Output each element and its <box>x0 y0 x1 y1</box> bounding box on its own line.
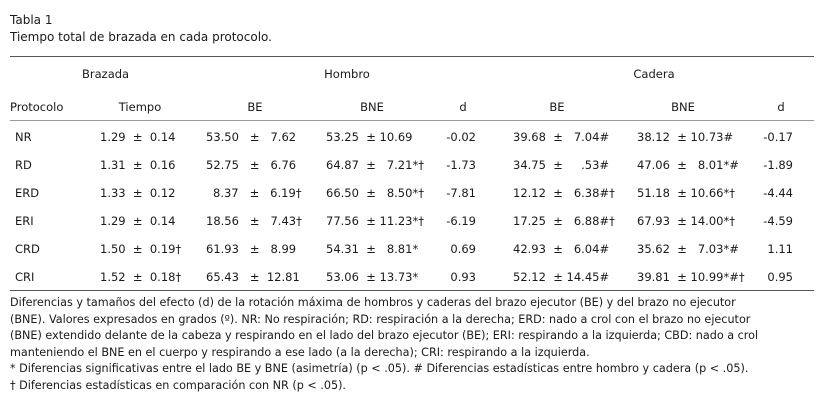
col-header-hombro-d: d <box>459 100 467 114</box>
cadera-bne-cell: 47.06 ± 8.01*# <box>637 158 739 172</box>
hombro-bne-cell: 66.50 ± 8.50*† <box>326 186 424 200</box>
note-line: † Diferencias estadísticas en comparación con NR (p < .05). <box>10 378 346 392</box>
hombro-d-cell: 0.69 <box>450 242 476 256</box>
col-header-cadera-bne: BNE <box>671 100 695 114</box>
hombro-be-cell: 65.43 ± 12.81 <box>206 270 300 284</box>
hombro-d-cell: -1.73 <box>446 158 476 172</box>
hombro-be-cell: 53.50 ± 7.62 <box>206 130 297 144</box>
protocol-cell: RD <box>15 158 32 172</box>
header-rule <box>10 120 814 121</box>
cadera-d-cell: 0.95 <box>767 270 793 284</box>
cadera-d-cell: 1.11 <box>767 242 793 256</box>
cadera-bne-cell: 39.81 ± 10.99*#† <box>637 270 745 284</box>
protocol-cell: NR <box>15 130 32 144</box>
cadera-be-cell: 52.12 ± 14.45# <box>513 270 610 284</box>
group-header-hombro: Hombro <box>324 67 370 81</box>
cadera-bne-cell: 67.93 ± 14.00*† <box>637 214 735 228</box>
cadera-d-cell: -0.17 <box>763 130 793 144</box>
protocol-cell: CRD <box>15 242 40 256</box>
note-line: Diferencias y tamaños del efecto (d) de la rotación máxima de hombros y caderas del brazo ejecutor (BE) y del brazo no ejecutor <box>10 296 736 309</box>
cadera-be-cell: 42.93 ± 6.04# <box>513 242 610 256</box>
hombro-d-cell: -6.19 <box>446 214 476 228</box>
protocol-cell: ERI <box>15 214 34 228</box>
tiempo-cell: 1.29 ± 0.14 <box>100 130 176 144</box>
hombro-d-cell: -7.81 <box>446 186 476 200</box>
cadera-be-cell: 39.68 ± 7.04# <box>513 130 610 144</box>
hombro-bne-cell: 77.56 ± 11.23*† <box>326 214 424 228</box>
note-line: manteniendo el BNE en el cuerpo y respirando a ese lado (a la derecha); CRI: respirando a la izquierda. <box>10 345 590 359</box>
hombro-be-cell: 18.56 ± 7.43† <box>206 214 302 228</box>
tiempo-cell: 1.50 ± 0.19† <box>100 242 182 256</box>
group-header-cadera: Cadera <box>633 67 675 81</box>
cadera-be-cell: 12.12 ± 6.38#† <box>513 186 615 200</box>
hombro-be-cell: 52.75 ± 6.76 <box>206 158 297 172</box>
cadera-bne-cell: 51.18 ± 10.66*† <box>637 186 735 200</box>
hombro-d-cell: -0.02 <box>446 130 476 144</box>
cadera-bne-cell: 35.62 ± 7.03*# <box>637 242 739 256</box>
hombro-be-cell: 61.93 ± 8.99 <box>206 242 297 256</box>
hombro-bne-cell: 54.31 ± 8.81* <box>326 242 419 256</box>
col-header-tiempo: Tiempo <box>118 100 162 114</box>
hombro-d-cell: 0.93 <box>450 270 476 284</box>
tiempo-cell: 1.33 ± 0.12 <box>100 186 176 200</box>
cadera-d-cell: -1.89 <box>763 158 793 172</box>
note-line: (BNE). Valores expresados en grados (º). NR: No respiración; RD: respiración a la derecha; ERD: nado a crol con el brazo no ejecutor <box>10 312 751 326</box>
top-rule <box>10 56 814 57</box>
cadera-be-cell: 17.25 ± 6.88#† <box>513 214 615 228</box>
cadera-d-cell: -4.59 <box>763 214 793 228</box>
tiempo-cell: 1.52 ± 0.18† <box>100 270 182 284</box>
table-caption-title: Tiempo total de brazada en cada protocolo. <box>10 30 272 44</box>
cadera-d-cell: -4.44 <box>763 186 793 200</box>
table-notes <box>10 295 814 395</box>
table-caption-label: Tabla 1 <box>10 13 53 27</box>
cadera-bne-cell: 38.12 ± 10.73# <box>637 130 734 144</box>
tiempo-cell: 1.29 ± 0.14 <box>100 214 176 228</box>
protocol-cell: CRI <box>15 270 35 284</box>
tiempo-cell: 1.31 ± 0.16 <box>100 158 176 172</box>
col-header-hombro-bne: BNE <box>360 100 384 114</box>
hombro-bne-cell: 53.25 ± 10.69 <box>326 130 413 144</box>
note-line: * Diferencias significativas entre el lado BE y BNE (asimetría) (p < .05). # Diferencias estadísticas entre hombro y cadera (p < .05). <box>10 362 749 376</box>
col-header-cadera-be: BE <box>549 100 565 114</box>
group-header-brazada: Brazada <box>82 67 130 81</box>
bottom-rule <box>10 290 814 291</box>
col-header-protocolo: Protocolo <box>10 100 64 114</box>
cadera-be-cell: 34.75 ± .53# <box>513 158 610 172</box>
hombro-bne-cell: 64.87 ± 7.21*† <box>326 158 424 172</box>
note-line: (BNE) extendido delante de la cabeza y respirando en el lado del brazo ejecutor (BE); ERI: respirando a la izquierda; CBD: nado a crol <box>10 329 759 343</box>
col-header-cadera-d: d <box>777 100 785 114</box>
hombro-be-cell: 8.37 ± 6.19† <box>213 186 302 200</box>
protocol-cell: ERD <box>15 186 40 200</box>
col-header-hombro-be: BE <box>247 100 263 114</box>
hombro-bne-cell: 53.06 ± 13.73* <box>326 270 419 284</box>
